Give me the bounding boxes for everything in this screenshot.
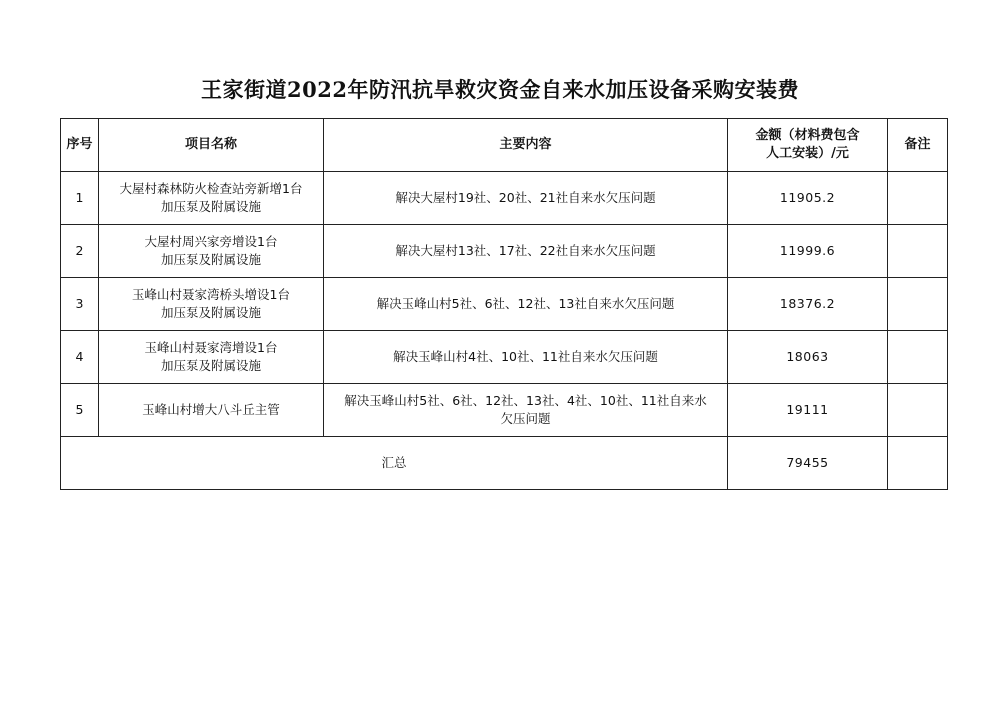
table-row	[61, 331, 948, 384]
cell-content	[324, 384, 728, 437]
cell-content	[324, 225, 728, 278]
header-amount	[728, 119, 888, 172]
cell-name	[99, 172, 324, 225]
cell-no: 1	[61, 172, 99, 225]
cell-name-line2: 加压泵及附属设施	[160, 199, 261, 214]
cell-content-line1: 解决玉峰山村5社、6社、12社、13社自来水欠压问题	[376, 296, 675, 311]
cell-remark	[888, 172, 948, 225]
cell-name-line1: 大屋村森林防火检查站旁新增1台	[119, 181, 303, 196]
cell-content-line1: 解决大屋村19社、20社、21社自来水欠压问题	[395, 190, 656, 205]
header-amount-line2: 人工安装）/元	[766, 146, 849, 161]
cell-name	[99, 384, 324, 437]
cell-name-line1: 玉峰山村聂家湾增设1台	[144, 340, 278, 355]
cell-content	[324, 278, 728, 331]
cell-remark	[888, 331, 948, 384]
cell-content-line1: 解决玉峰山村4社、10社、11社自来水欠压问题	[393, 349, 658, 364]
header-no: 序号	[61, 119, 99, 172]
cost-table	[60, 118, 948, 490]
cell-amount: 18376.2	[728, 278, 888, 331]
cell-name-line1: 玉峰山村聂家湾桥头增设1台	[132, 287, 290, 302]
cell-amount: 11999.6	[728, 225, 888, 278]
cell-content-line2: 欠压问题	[500, 411, 551, 426]
cell-name-line2: 加压泵及附属设施	[160, 358, 261, 373]
cell-no: 2	[61, 225, 99, 278]
cell-name-line2: 加压泵及附属设施	[160, 252, 261, 267]
total-row	[61, 437, 948, 490]
header-name: 项目名称	[99, 119, 324, 172]
cell-no: 4	[61, 331, 99, 384]
cell-name-line1: 大屋村周兴家旁增设1台	[144, 234, 278, 249]
cell-remark	[888, 278, 948, 331]
cell-name	[99, 331, 324, 384]
total-amount: 79455	[728, 437, 888, 490]
cell-name	[99, 225, 324, 278]
cell-content	[324, 172, 728, 225]
cell-content	[324, 331, 728, 384]
table-row	[61, 278, 948, 331]
cell-name-line2: 加压泵及附属设施	[160, 305, 261, 320]
total-remark	[888, 437, 948, 490]
cell-amount: 19111	[728, 384, 888, 437]
cell-amount: 11905.2	[728, 172, 888, 225]
cell-no: 5	[61, 384, 99, 437]
table-row	[61, 172, 948, 225]
header-amount-line1: 金额（材料费包含	[755, 128, 860, 143]
cell-no: 3	[61, 278, 99, 331]
cell-name	[99, 278, 324, 331]
table-row	[61, 384, 948, 437]
cell-name-line1: 玉峰山村增大八斗丘主管	[142, 402, 280, 417]
cell-amount: 18063	[728, 331, 888, 384]
table-header-row	[61, 119, 948, 172]
cell-content-line1: 解决大屋村13社、17社、22社自来水欠压问题	[395, 243, 656, 258]
header-remark: 备注	[888, 119, 948, 172]
page-title: 王家街道2022年防汛抗旱救灾资金自来水加压设备采购安装费	[201, 77, 799, 102]
header-content: 主要内容	[324, 119, 728, 172]
cell-content-line1: 解决玉峰山村5社、6社、12社、13社、4社、10社、11社自来水	[344, 393, 707, 408]
table-row	[61, 225, 948, 278]
cell-remark	[888, 384, 948, 437]
cell-remark	[888, 225, 948, 278]
total-label: 汇总	[61, 437, 728, 490]
